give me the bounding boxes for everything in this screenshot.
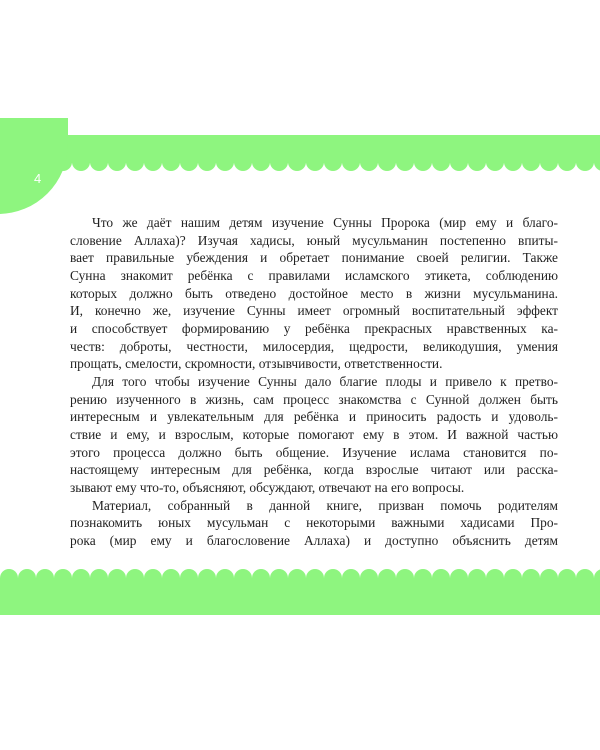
top-scalloped-border (0, 158, 600, 174)
text-line: И, конечно же, изучение Сунны имеет огромный воспитательный эффект (70, 303, 558, 319)
text-line: интересным и увлекательным для ребёнка и приносить радость и удоволь- (70, 409, 558, 425)
text-line: Что же даёт нашим детям изучение Сунны Пророка (мир ему и благо- (92, 215, 558, 230)
text-line: и способствует формированию у ребёнка прекрасных нравственных ка- (70, 320, 558, 336)
text-line: вает правильные убеждения и обретает понимание своей религии. Также (70, 250, 558, 266)
text-line: ствие и ему, и взрослым, которые помогают ему в этом. И важной частью (70, 426, 558, 442)
body-text (70, 214, 558, 549)
text-line: Сунна знакомит ребёнка с правилами исламского этикета, соблюдению (70, 267, 558, 283)
page-number: 4 (34, 171, 42, 186)
text-line: Для того чтобы изучение Сунны дало благие плоды и привело к претво- (92, 373, 558, 389)
text-line: честв: доброты, честности, милосердия, щедрости, великодушия, умения (70, 338, 558, 354)
page-number-corner-shape (0, 118, 68, 214)
text-line: этого процесса должно быть общение. Изучение ислама становится по- (70, 444, 558, 460)
text-line: словение Аллаха)? Изучая хадисы, юный мусульманин постепенно впиты- (70, 232, 558, 248)
text-line: прощать, смелости, скромности, отзывчивости, ответственности. (70, 356, 443, 372)
text-line: Материал, собранный в данной книге, призван помочь родителям (92, 497, 558, 513)
text-line: рока (мир ему и благословение Аллаха) и доступно объяснить детям (70, 532, 558, 548)
text-line: которых должно быть отведено достойное место в жизни мусульманина. (70, 285, 558, 301)
bottom-decorative-band (0, 578, 600, 615)
text-line: настоящему интересным для ребёнка, когда взрослые читают или расска- (70, 462, 558, 478)
text-line: познакомить юных мусульман с некоторыми важными хадисами Про- (70, 515, 558, 531)
text-line: зывают ему что-то, объясняют, обсуждают, отвечают на его вопросы. (70, 479, 465, 495)
text-line: рению изученного в жизнь, сам процесс знакомства с Сунной должен быть (70, 391, 558, 407)
